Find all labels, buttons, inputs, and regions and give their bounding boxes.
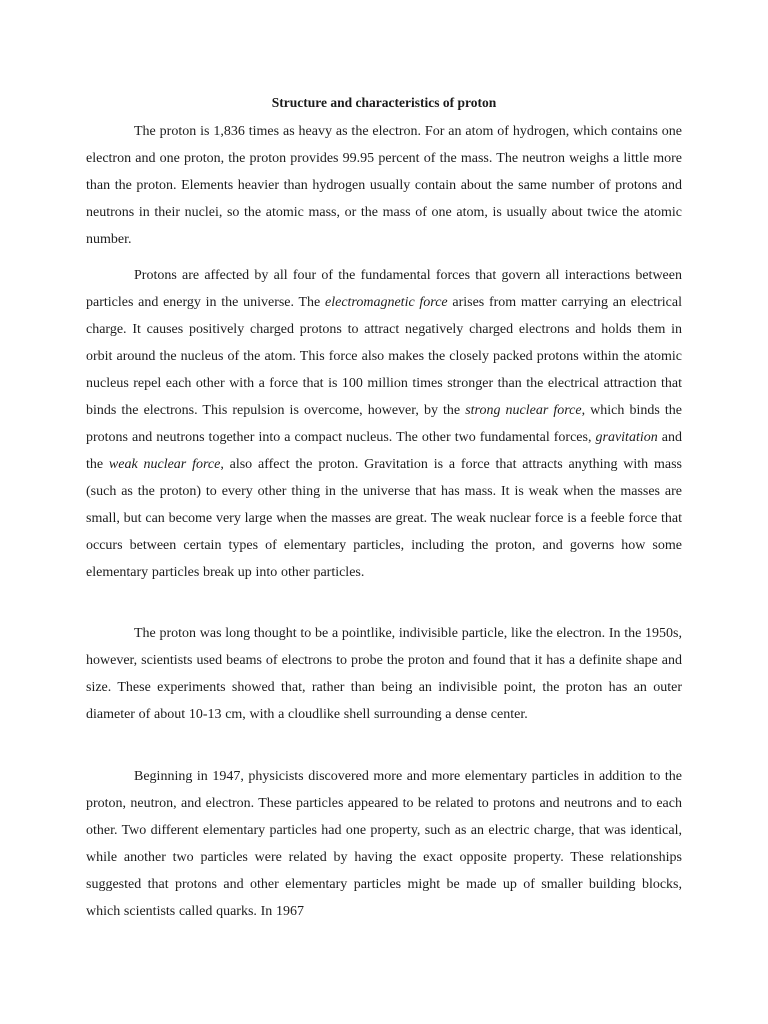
paragraph-text: Beginning in 1947, physicists discovered more and more elementary particles in addition to the proton, neutron, and electron. These particles appeared to be related to protons and neutrons and to each other. Two different elementary particles had one property, such as an electric charge, that was identical, while another two particles were related by having the exact opposite property. These relationships suggested that protons and other elementary particles might be made up of smaller building blocks, which scientists called quarks. In 1967 (86, 769, 682, 919)
emphasis-term: weak nuclear force (108, 457, 221, 472)
paragraph-fundamental-forces (86, 262, 682, 586)
paragraph-text: and the (86, 430, 682, 472)
paragraph-proton-mass (86, 118, 682, 253)
paragraph-quarks (86, 763, 682, 925)
emphasis-term: gravitation (595, 430, 658, 445)
paragraph-proton-structure (86, 620, 682, 728)
emphasis-term: electromagnetic force (325, 295, 448, 310)
paragraph-text: , which binds the protons and neutrons together into a compact nucleus. The other two fundamental forces, (86, 403, 682, 445)
paragraph-text: The proton was long thought to be a pointlike, indivisible particle, like the electron. In the 1950s, however, scientists used beams of electrons to probe the proton and found that it has a definite shape and size. These experiments showed that, rather than being an indivisible point, the proton has an outer diameter of about 10-13 cm, with a cloudlike shell surrounding a dense center. (86, 626, 682, 722)
paragraph-text: The proton is 1,836 times as heavy as the electron. For an atom of hydrogen, which contains one electron and one proton, the proton provides 99.95 percent of the mass. The neutron weighs a little more than the proton. Elements heavier than hydrogen usually contain about the same number of protons and neutrons in their nuclei, so the atomic mass, or the mass of one atom, is usually about twice the atomic number. (86, 124, 682, 247)
paragraph-text: arises from matter carrying an electrical charge. It causes positively charged protons to attract negatively charged electrons and holds them in orbit around the nucleus of the atom. This force also makes the closely packed protons within the atomic nucleus repel each other with a force that is 100 million times stronger than the electrical attraction that binds the electrons. This repulsion is overcome, however, by the (86, 295, 682, 418)
emphasis-term: strong nuclear force (465, 403, 582, 418)
document-title: Structure and characteristics of proton (271, 95, 497, 110)
paragraph-text: Protons are affected by all four of the fundamental forces that govern all interactions between particles and energy in the universe. The (86, 268, 682, 310)
paragraph-text: , also affect the proton. Gravitation is a force that attracts anything with mass (such as the proton) to every other thing in the universe that has mass. It is weak when the masses are small, but can become very large when the masses are great. The weak nuclear force is a feeble force that occurs between certain types of elementary particles, including the proton, and governs how some elementary particles break up into other particles. (86, 457, 682, 580)
